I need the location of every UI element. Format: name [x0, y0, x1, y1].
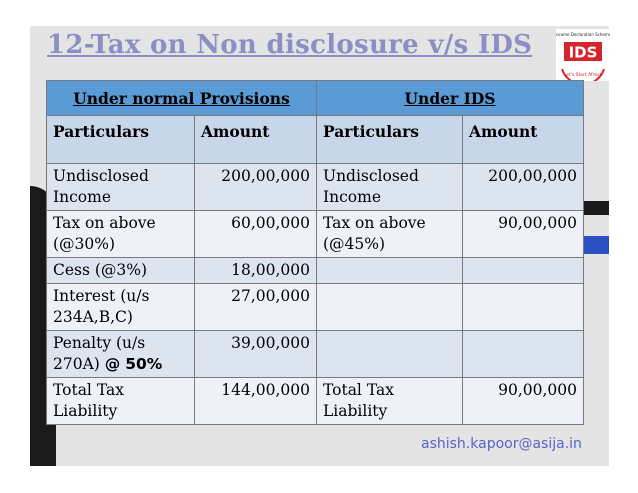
logo-top-text: Income Declaration Scheme	[556, 32, 610, 37]
table-row	[47, 211, 584, 258]
table-row	[47, 258, 584, 284]
amount-cell: 39,00,000	[195, 331, 317, 378]
background-graphic-right-accent	[583, 236, 609, 254]
particulars-cell	[317, 258, 463, 284]
amount-cell: 90,00,000	[463, 378, 584, 425]
particulars-cell	[317, 331, 463, 378]
amount-cell	[463, 258, 584, 284]
ids-logo-icon	[556, 29, 610, 81]
amount-cell	[463, 284, 584, 331]
particulars-cell: Undisclosed Income	[317, 164, 463, 211]
ids-logo	[556, 29, 610, 81]
group-header-row	[47, 81, 584, 116]
column-header-particulars: Particulars	[317, 116, 463, 164]
footer-email: ashish.kapoor@asija.in	[421, 436, 582, 452]
amount-cell: 18,00,000	[195, 258, 317, 284]
particulars-cell: Total Tax Liability	[47, 378, 195, 425]
table-row	[47, 331, 584, 378]
particulars-cell: Undisclosed Income	[47, 164, 195, 211]
particulars-cell: Interest (u/s 234A,B,C)	[47, 284, 195, 331]
amount-cell: 27,00,000	[195, 284, 317, 331]
particulars-cell: Total Tax Liability	[317, 378, 463, 425]
amount-cell: 144,00,000	[195, 378, 317, 425]
group-header-ids: Under IDS	[317, 81, 584, 116]
group-header-normal: Under normal Provisions	[47, 81, 317, 116]
column-header-particulars: Particulars	[47, 116, 195, 164]
column-header-amount: Amount	[463, 116, 584, 164]
tax-comparison-table	[46, 80, 584, 425]
amount-cell: 90,00,000	[463, 211, 584, 258]
particulars-cell: Penalty (u/s 270A) @ 50%	[47, 331, 195, 378]
particulars-cell: Tax on above (@30%)	[47, 211, 195, 258]
table-row	[47, 378, 584, 425]
particulars-cell: Tax on above (@45%)	[317, 211, 463, 258]
particulars-cell: Cess (@3%)	[47, 258, 195, 284]
column-header-row	[47, 116, 584, 164]
amount-cell: 200,00,000	[195, 164, 317, 211]
amount-cell: 200,00,000	[463, 164, 584, 211]
amount-cell: 60,00,000	[195, 211, 317, 258]
table-row	[47, 164, 584, 211]
particulars-cell	[317, 284, 463, 331]
background-graphic-right	[583, 201, 609, 215]
column-header-amount: Amount	[195, 116, 317, 164]
amount-cell	[463, 331, 584, 378]
logo-arc-text: Let's Start Afresh	[563, 73, 603, 78]
logo-mark: IDS	[568, 43, 598, 62]
table-row	[47, 284, 584, 331]
slide-title: 12-Tax on Non disclosure v/s IDS	[47, 30, 533, 60]
